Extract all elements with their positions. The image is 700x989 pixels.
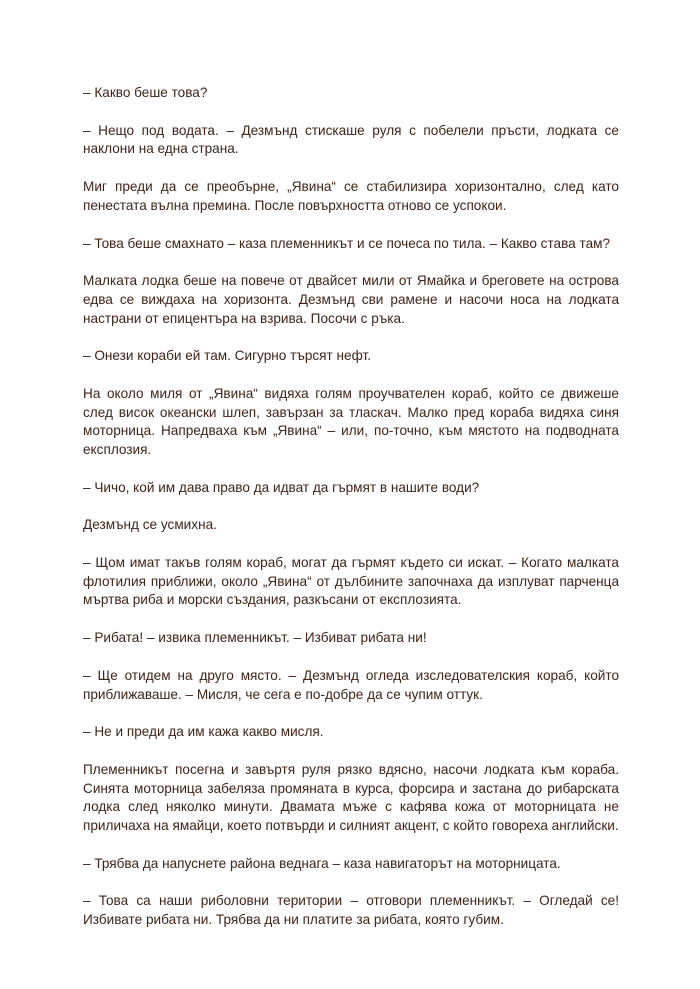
paragraph-11: – Рибата! – извика племенникът. – Избиват рибата ни! [83,630,427,646]
document-body [83,84,619,930]
paragraph-15: – Трябва да напуснете района веднага – каза навигаторът на моторницата. [83,855,561,871]
paragraph-1: – Какво беше това? [83,85,208,100]
paragraph-10: – Щом имат такъв голям кораб, могат да гърмят където си искат. – Когато малката флотилия приближи, около „Явина“ от дълбините започнаха да изплуват парченца мъртва риба и морски създания, разкъсани от експлозията. [83,555,619,608]
paragraph-12: – Ще отидем на друго място. – Дезмънд огледа изследователския кораб, който приближаваше. – Мисля, че сега е по-добре да се чупим оттук. [83,667,619,702]
paragraph-5: Малката лодка беше на повече от двайсет мили от Ямайка и бреговете на острова едва се виждаха на хоризонта. Дезмънд сви рамене и насочи носа на лодката настрани от епицентъра на взрива. Посочи с ръка. [83,273,619,326]
paragraph-2: – Нещо под водата. – Дезмънд стискаше руля с побелели пръсти, лодката се наклони на една страна. [83,122,619,157]
paragraph-14: Племенникът посегна и завъртя руля рязко вдясно, насочи лодката към кораба. Синята моторница забеляза промяната в курса, форсира и застана до рибарската лодка след няколко минути. Двамата мъже с кафява кожа от моторницата не приличаха на ямайци, което потвърди и силният акцент, с който говореха английски. [83,762,619,833]
paragraph-9: Дезмънд се усмихна. [83,517,217,533]
paragraph-13: – Не и преди да им кажа какво мисля. [83,724,324,740]
paragraph-8: – Чичо, кой им дава право да идват да гърмят в нашите води? [83,479,480,495]
paragraph-4: – Това беше смахнато – каза племенникът и се почеса по тила. – Какво става там? [83,235,611,251]
paragraph-3: Миг преди да се преобърне, „Явина“ се стабилизира хоризонтално, след като пенестата вълна премина. После повърхността отново се успокои. [83,179,619,213]
paragraph-7: На около миля от „Явина“ видяха голям проучвателен кораб, който се движеше след висок океански шлеп, завързан за тласкач. Малко пред кораба видяха синя моторница. Напредваха към „Явина“ – или, по-точно, към мястото на подводната експлозия. [83,386,619,457]
paragraph-6: – Онези кораби ей там. Сигурно търсят нефт. [83,348,371,364]
paragraph-16: – Това са наши риболовни територии – отговори племенникът. – Огледай се! Избивате рибата ни. Трябва да ни платите за рибата, която губим. [83,893,619,928]
